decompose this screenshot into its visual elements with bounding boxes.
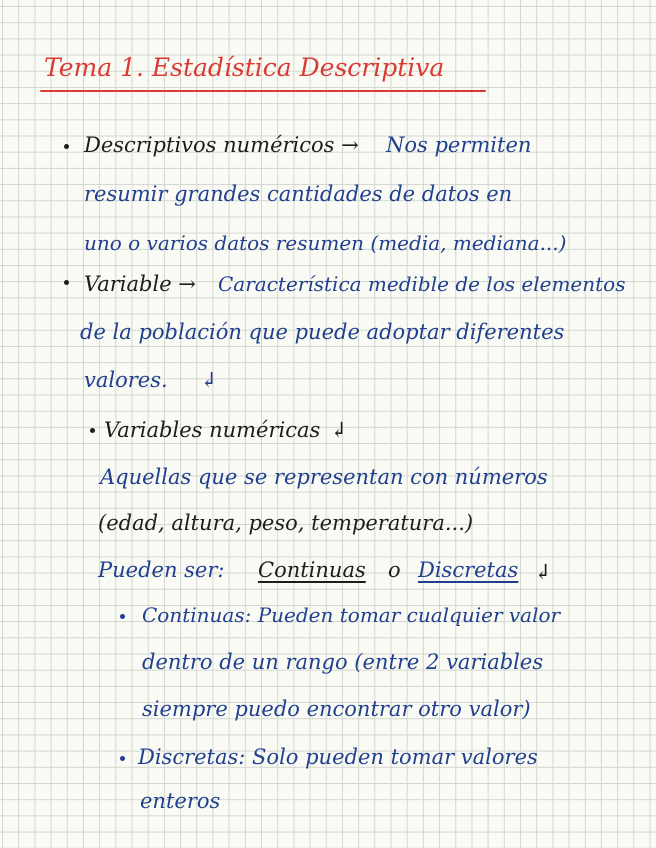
descriptivos-definition-line3: uno o varios datos resumen (media, mediana...): [84, 231, 567, 255]
return-arrow-icon: ↲: [330, 418, 348, 442]
discretas-definition-line2: enteros: [140, 789, 221, 813]
variable-definition-line2: de la población que puede adoptar diferentes: [80, 320, 565, 344]
numericas-definition-line1: Aquellas que se representan con números: [100, 465, 548, 489]
continuas-definition-line1: Continuas: Pueden tomar cualquier valor: [142, 603, 561, 627]
bullet-dot: [64, 144, 69, 149]
term-descriptivos: Descriptivos numéricos →: [84, 133, 359, 157]
variable-definition-line3: valores.: [84, 368, 168, 392]
or-word: o: [388, 558, 401, 582]
descriptivos-definition-line2: resumir grandes cantidades de datos en: [84, 182, 513, 206]
discretas-underlined: Discretas: [418, 558, 519, 582]
continuas-definition-line2: dentro de un rango (entre 2 variables: [142, 650, 544, 674]
bullet-dot: [120, 614, 125, 619]
bullet-dot: [120, 756, 125, 761]
term-variable: Variable →: [84, 272, 196, 296]
page-title: Tema 1. Estadística Descriptiva: [44, 53, 445, 82]
bullet-dot: [64, 280, 69, 285]
discretas-definition-line1: Discretas: Solo pueden tomar valores: [138, 745, 538, 769]
continuas-definition-line3: siempre puedo encontrar otro valor): [142, 697, 531, 721]
return-arrow-icon: ↲: [534, 560, 552, 584]
return-arrow-icon: ↲: [200, 368, 218, 392]
variable-definition-line1: Característica medible de los elementos: [218, 272, 626, 296]
numericas-examples: (edad, altura, peso, temperatura...): [98, 511, 474, 535]
continuas-underlined: Continuas: [258, 558, 366, 582]
discretas-term: [418, 556, 518, 584]
pueden-ser-label: Pueden ser:: [98, 558, 225, 582]
continuas-term: [258, 556, 366, 584]
descriptivos-definition-line1: Nos permiten: [386, 133, 532, 157]
heading-variables-numericas: Variables numéricas: [104, 418, 321, 442]
title-underline: [40, 90, 486, 92]
bullet-dot: [90, 428, 95, 433]
